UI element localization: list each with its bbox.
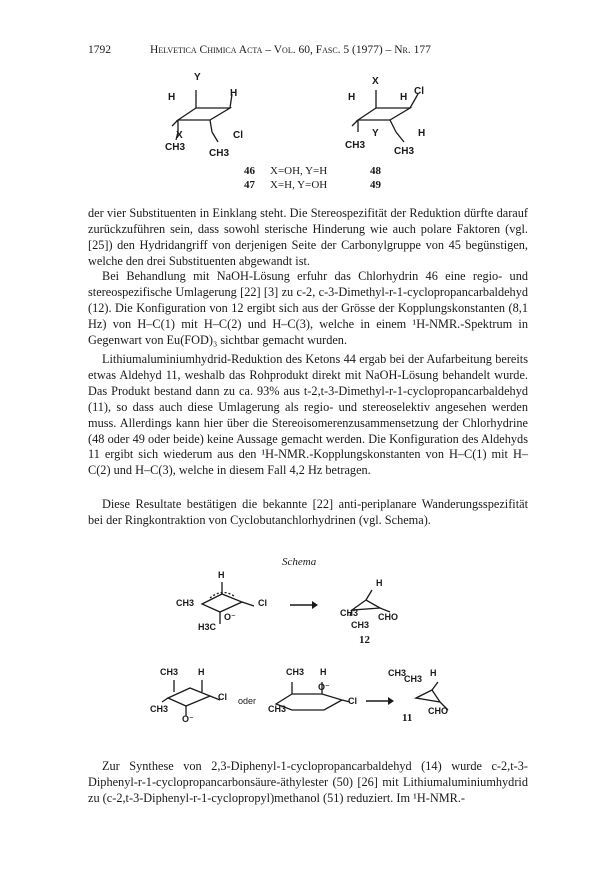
legend-num: 47 bbox=[244, 179, 255, 191]
r2-ch3d: CH3 bbox=[268, 704, 287, 714]
scheme-caption: Schema bbox=[282, 556, 317, 568]
s48-h3: H bbox=[418, 128, 426, 139]
r2-cl1: Cl bbox=[218, 692, 227, 702]
legend-cond: X=H, Y=OH bbox=[270, 179, 328, 191]
s48-ch3b: CH3 bbox=[394, 146, 415, 157]
s46-x: X bbox=[176, 130, 183, 141]
r1-h3c: H3C bbox=[198, 622, 217, 632]
running-header bbox=[88, 44, 528, 60]
p11-ch3b: CH3 bbox=[404, 674, 423, 684]
s48-cl: Cl bbox=[414, 86, 424, 97]
p12-ch3a: CH3 bbox=[340, 608, 359, 618]
s46-h2: H bbox=[230, 88, 238, 99]
r2-o2: O⁻ bbox=[318, 682, 330, 692]
paragraph-4: Diese Resultate bestätigen die bekannte [22] anti-periplanare Wanderungsspezifität bei der Ringkontraktion von Cyclobutanchlorhydrinen (vgl. Schema). bbox=[88, 497, 528, 527]
s48-h1: H bbox=[348, 92, 356, 103]
r2-o1: O⁻ bbox=[182, 714, 194, 724]
r2-ch3c: CH3 bbox=[286, 667, 305, 677]
reaction-arrow-1 bbox=[288, 600, 322, 610]
r1-h: H bbox=[218, 570, 225, 580]
oder-label: oder bbox=[238, 696, 257, 706]
p11-ch3a: CH3 bbox=[388, 668, 407, 678]
page-number: 1792 bbox=[88, 44, 111, 56]
legend-num2: 48 bbox=[370, 165, 381, 177]
r1-o: O⁻ bbox=[224, 612, 236, 622]
structure-48-49 bbox=[340, 72, 460, 172]
s46-cl: Cl bbox=[233, 130, 243, 141]
p12-h: H bbox=[376, 578, 383, 588]
reaction-arrow-2 bbox=[364, 696, 398, 706]
legend-row bbox=[244, 164, 404, 178]
p12-num: 12 bbox=[359, 634, 370, 646]
r2-ch3b: CH3 bbox=[150, 704, 169, 714]
s46-ch3a: CH3 bbox=[165, 142, 186, 153]
paragraph-3: Lithiumaluminiumhydrid-Reduktion des Ketons 44 ergab bei der Aufarbeitung bereits etwas Aldehyd 11, weshalb das Rohprodukt direkt mit NaOH-Lösung behandelt wurde. Das Produkt bestand dann zu ca. 93% aus t-2,t-3-Dimethyl-r-1-cyclopropancarbaldehyd (11), so dass auch diese Umlagerung als regio- und stereoselektiv angesehen werden muss. Allerdings kann hier über die Stereoisomerenzusammensetzung der Chlorhydrine (48 oder 49 oder beide) keine Aussage gemacht werden. Die Konfiguration des Aldehyds 11 ergibt sich wiederum aus den ¹H-NMR.-Kopplungskonstanten von H–C(1) mit H–C(2) und H–C(3), welche in diesem Fall 4,2 Hz betragen. bbox=[88, 352, 528, 478]
s48-x: X bbox=[372, 76, 379, 87]
running-title: Helvetica Chimica Acta – Vol. 60, Fasc. 5 (1977) – Nr. 177 bbox=[150, 44, 431, 56]
p12-ch3b: CH3 bbox=[351, 620, 370, 630]
r2-cl2: Cl bbox=[348, 696, 357, 706]
p11-h: H bbox=[430, 668, 437, 678]
paragraph-5: Zur Synthese von 2,3-Diphenyl-1-cyclopropancarbaldehyd (14) wurde c-2,t-3-Diphenyl-r-1-cyclopropancarbonsäure-äthylester (50) [26] mit Lithiumaluminiumhydrid zu (c-2,t-3-Diphenyl-r-1-cyclopropyl)methanol (51) reduziert. Im ¹H-NMR.- bbox=[88, 759, 528, 805]
r2-ch3a: CH3 bbox=[160, 667, 179, 677]
p11-num: 11 bbox=[402, 712, 413, 724]
s48-ch3a: CH3 bbox=[345, 140, 366, 151]
s48-y: Y bbox=[372, 128, 379, 139]
s46-h1: H bbox=[168, 92, 176, 103]
legend-cond: X=OH, Y=H bbox=[270, 165, 328, 177]
s48-h2: H bbox=[400, 92, 408, 103]
p11-cho: CHO bbox=[428, 706, 448, 716]
paragraph-2: Bei Behandlung mit NaOH-Lösung erfuhr das Chlorhydrin 46 eine regio- und stereospezifische Umlagerung [22] [3] zu c-2, c-3-Dimethyl-r-1-cyclopropancarbaldehyd (12). Die Konfiguration von 12 ergibt sich aus der Grösse der Kopplungskonstanten (8,1 Hz) von H–C(1) mit H–C(2) und H–C(3), welche in einem ¹H-NMR.-Spektrum in Gegenwart von Eu(FOD)₃ sichtbar gemacht wurden. bbox=[88, 269, 528, 347]
scheme-row1-reactant bbox=[170, 574, 280, 644]
r2-ha: H bbox=[198, 667, 205, 677]
r2-hb: H bbox=[320, 667, 327, 677]
p12-cho: CHO bbox=[378, 612, 398, 622]
r1-ch3: CH3 bbox=[176, 598, 195, 608]
legend-num2: 49 bbox=[370, 179, 381, 191]
s46-ch3b: CH3 bbox=[209, 148, 230, 159]
legend-row bbox=[244, 178, 404, 192]
legend-num: 46 bbox=[244, 165, 255, 177]
r1-cl: Cl bbox=[258, 598, 267, 608]
s46-y: Y bbox=[194, 72, 201, 83]
scheme-row2-reactant-b bbox=[262, 670, 362, 730]
paragraph-1: der vier Substituenten in Einklang steht. Die Stereospezifität der Reduktion dürfte darauf zurückzuführen sein, dass sowohl sterische Hinderung wie auch polare Faktoren (vgl. [25]) den Hydridangriff von derjenigen Seite der Carbonylgruppe von 45 begünstigen, welche den drei Substituenten abgewandt ist. bbox=[88, 206, 528, 268]
structure-legend bbox=[244, 164, 404, 192]
